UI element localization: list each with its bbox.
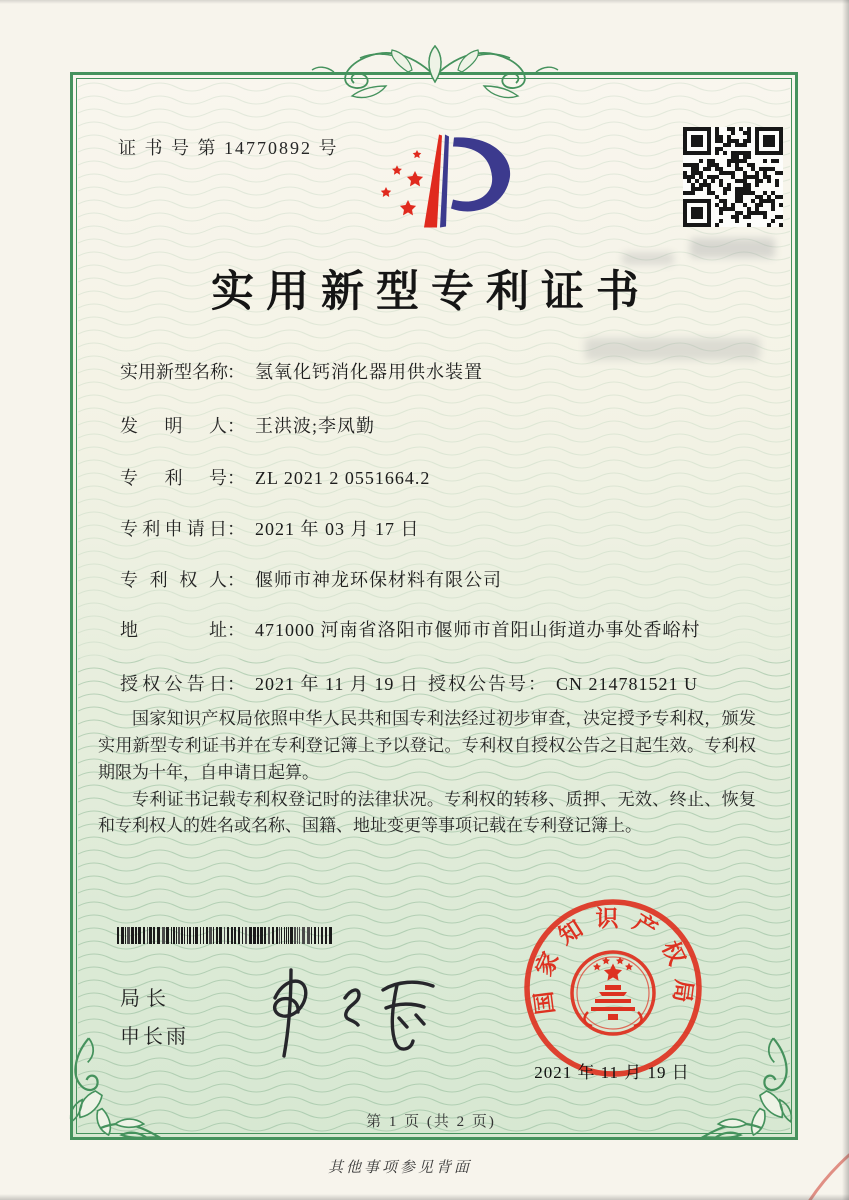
field-colon: ： xyxy=(227,468,245,488)
scan-edge-shadow xyxy=(842,0,849,1200)
field-colon: ： xyxy=(227,519,245,539)
bleed-through-mark xyxy=(690,238,775,258)
director-title-label: 局长 xyxy=(120,988,172,1010)
cnipa-logo xyxy=(342,122,522,240)
director-signature xyxy=(245,958,460,1066)
logo-red-wedge xyxy=(424,135,442,228)
field-colon: ： xyxy=(528,674,546,694)
legal-paragraph-2: 专利证书记载专利权登记时的法律状况。专利权的转移、质押、无效、终止、恢复和专利权人的姓名或名称、国籍、地址变更等事项记载在专利登记簿上。 xyxy=(98,789,756,836)
certificate-fields xyxy=(120,358,750,703)
logo-stars xyxy=(381,150,423,215)
field-label: 实用新型名称 xyxy=(120,362,228,382)
scan-edge-shadow xyxy=(0,0,849,4)
field-label: 地址 xyxy=(120,620,227,640)
seal-ring-text: 国家知识产权局 xyxy=(529,906,697,1016)
logo-p-bowl xyxy=(451,137,510,211)
field-colon: ： xyxy=(227,674,245,694)
field-label: 专利申请日 xyxy=(120,519,227,539)
qr-code xyxy=(683,127,783,227)
field-label: 专利权人 xyxy=(120,570,227,590)
field-row-grant-date xyxy=(120,670,750,696)
logo-blue-wedge xyxy=(440,135,449,228)
field-value: 偃师市神龙环保材料有限公司 xyxy=(255,570,502,590)
field-row-patentee xyxy=(120,566,750,592)
scan-edge-shadow xyxy=(0,1194,849,1200)
field-row-inventor xyxy=(120,412,750,438)
field-pair-grant-number xyxy=(428,670,698,696)
field-colon: ： xyxy=(227,362,245,382)
field-label: 授权公告日 xyxy=(120,674,227,694)
legal-text-block xyxy=(98,706,756,840)
field-colon: ： xyxy=(227,620,245,640)
field-label: 授权公告号 xyxy=(428,674,528,694)
certificate-number: 证 书 号 第 14770892 号 xyxy=(118,138,339,158)
field-value: 2021 年 03 月 17 日 xyxy=(255,519,420,539)
field-value: ZL 2021 2 0551664.2 xyxy=(255,468,431,488)
field-value: 王洪波;李凤勤 xyxy=(255,416,376,436)
field-row-address xyxy=(120,616,750,642)
field-label: 专利号 xyxy=(120,468,227,488)
reverse-side-note: 其他事项参见背面 xyxy=(327,1160,472,1176)
field-colon: ： xyxy=(227,416,245,436)
bleed-through-mark xyxy=(585,338,760,360)
field-value: 471000 河南省洛阳市偃师市首阳山街道办事处香峪村 xyxy=(255,620,701,640)
top-flourish-ornament xyxy=(290,42,580,106)
field-colon: ： xyxy=(227,570,245,590)
field-row-patent-number xyxy=(120,464,750,490)
field-row-filing-date xyxy=(120,515,750,541)
field-label: 发明人 xyxy=(120,416,227,436)
seal-date: 2021 年 11 月 19 日 xyxy=(534,1063,690,1082)
field-value: 氢氧化钙消化器用供水装置 xyxy=(255,362,483,382)
field-value: CN 214781521 U xyxy=(556,674,699,694)
field-row-invention-name xyxy=(120,358,750,384)
director-name-label: 申长雨 xyxy=(120,1026,189,1048)
seal-national-emblem xyxy=(572,952,654,1034)
certificate-title: 实用新型专利证书 xyxy=(211,269,651,316)
field-value: 2021 年 11 月 19 日 xyxy=(255,674,419,694)
page-indicator: 第 1 页 (共 2 页) xyxy=(366,1114,496,1130)
legal-paragraph-1: 国家知识产权局依照中华人民共和国专利法经过初步审查，决定授予专利权，颁发实用新型专利证书并在专利登记簿上予以登记。专利权自授权公告之日起生效。专利权期限为十年，自申请日起算。 xyxy=(98,709,756,782)
barcode xyxy=(117,927,337,944)
